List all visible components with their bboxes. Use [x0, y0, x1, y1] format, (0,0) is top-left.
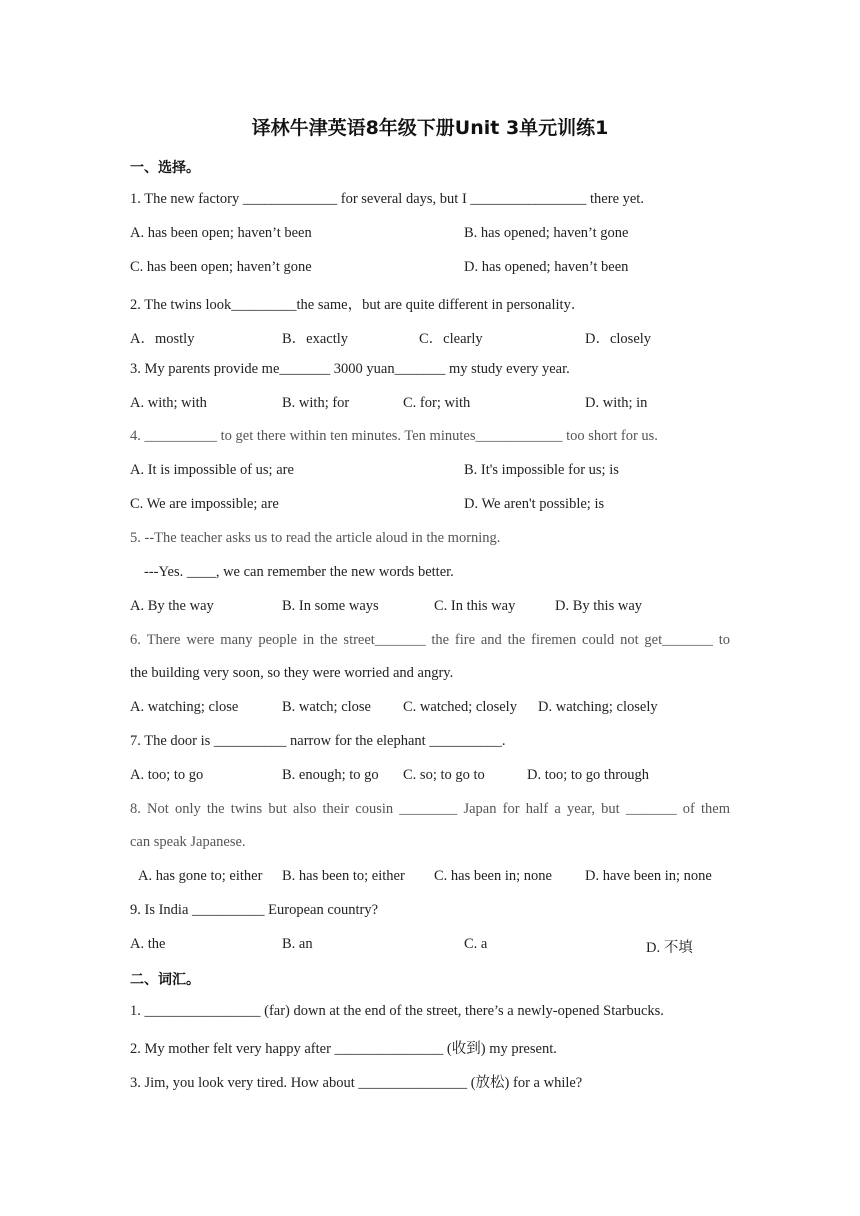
vocab-question-1: 1. ________________ (far) down at the end of the street, there’s a newly-opened Starbucks. — [130, 1003, 664, 1019]
q1-option-c: C. has been open; haven’t gone — [130, 259, 312, 275]
q1-option-d: D. has opened; haven’t been — [464, 259, 629, 275]
q2-option-b: B．exactly — [282, 331, 349, 347]
q3-option-d: D. with; in — [585, 395, 648, 411]
q2-option-d: D．closely — [585, 331, 652, 347]
section-heading-choice: 一、选择。 — [130, 160, 200, 176]
question-3: 3. My parents provide me_______ 3000 yuan_______ my study every year. — [130, 361, 570, 377]
q6-option-d: D. watching; closely — [538, 699, 658, 715]
q2-option-c: C．clearly — [419, 331, 483, 347]
q8-option-a: A. has gone to; either — [138, 868, 263, 884]
q5-option-b: B. In some ways — [282, 598, 379, 614]
q1-option-b: B. has opened; haven’t gone — [464, 225, 629, 241]
q7-option-d: D. too; to go through — [527, 767, 650, 783]
question-2: 2. The twins look_________the same，but are quite different in personality． — [130, 297, 586, 313]
question-6: 6. There were many people in the street_______ the fire and the firemen could not get_______ to — [130, 632, 730, 648]
q4-option-b: B. It's impossible for us; is — [464, 462, 619, 478]
section-heading-vocabulary: 二、词汇。 — [130, 972, 200, 988]
question-1: 1. The new factory _____________ for several days, but I ________________ there yet. — [130, 191, 644, 207]
question-6-continued: the building very soon, so they were worried and angry. — [130, 665, 454, 681]
q6-option-b: B. watch; close — [282, 699, 371, 715]
q4-option-d: D. We aren't possible; is — [464, 496, 605, 512]
q7-option-a: A. too; to go — [130, 767, 204, 783]
question-4: 4. __________ to get there within ten minutes. Ten minutes____________ too short for us. — [130, 428, 658, 444]
q4-option-c: C. We are impossible; are — [130, 496, 279, 512]
question-8-continued: can speak Japanese. — [130, 834, 246, 850]
question-8: 8. Not only the twins but also their cousin ________ Japan for half a year, but _______ of them — [130, 801, 730, 817]
question-5: 5. --The teacher asks us to read the article aloud in the morning. — [130, 530, 501, 546]
q8-option-c: C. has been in; none — [434, 868, 552, 884]
q9-option-b: B. an — [282, 936, 313, 952]
q3-option-c: C. for; with — [403, 395, 471, 411]
q7-option-c: C. so; to go to — [403, 767, 485, 783]
q5-option-a: A. By the way — [130, 598, 214, 614]
question-9: 9. Is India __________ European country? — [130, 902, 379, 918]
vocab-question-3: 3. Jim, you look very tired. How about _______________ (放松) for a while? — [130, 1075, 583, 1091]
q3-option-b: B. with; for — [282, 395, 350, 411]
q5-option-c: C. In this way — [434, 598, 516, 614]
q6-option-a: A. watching; close — [130, 699, 239, 715]
q3-option-a: A. with; with — [130, 395, 207, 411]
q9-option-d: D. 不填 — [646, 940, 693, 956]
page-title: 译林牛津英语8年级下册Unit 3单元训练1 — [251, 117, 609, 139]
q4-option-a: A. It is impossible of us; are — [130, 462, 294, 478]
q1-option-a: A. has been open; haven’t been — [130, 225, 312, 241]
q6-option-c: C. watched; closely — [403, 699, 517, 715]
q9-option-a: A. the — [130, 936, 166, 952]
q5-option-d: D. By this way — [555, 598, 642, 614]
q8-option-b: B. has been to; either — [282, 868, 405, 884]
question-7: 7. The door is __________ narrow for the elephant __________. — [130, 733, 506, 749]
q2-option-a: A．mostly — [130, 331, 195, 347]
question-5-response: ---Yes. ____, we can remember the new words better. — [144, 564, 454, 580]
q8-option-d: D. have been in; none — [585, 868, 712, 884]
vocab-question-2: 2. My mother felt very happy after _______________ (收到) my present. — [130, 1041, 557, 1057]
q7-option-b: B. enough; to go — [282, 767, 379, 783]
q9-option-c: C. a — [464, 936, 488, 952]
